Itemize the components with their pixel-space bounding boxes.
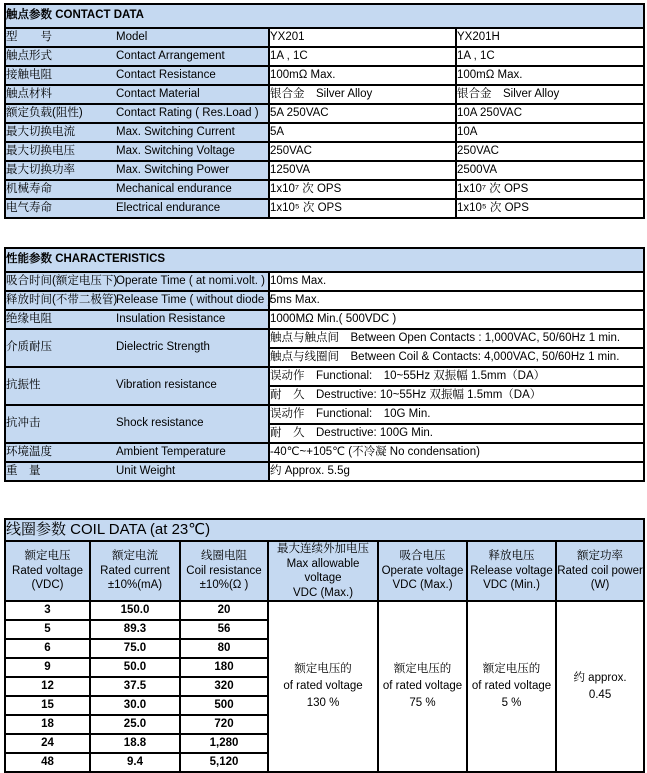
row-label-en: Contact Material <box>116 87 200 100</box>
table-header-row <box>5 541 644 601</box>
table-row <box>5 519 644 541</box>
characteristics-table <box>4 247 645 482</box>
table-row <box>5 462 644 481</box>
row-label-en: Model <box>116 30 148 43</box>
value-cell: YX201H <box>456 28 644 47</box>
row-label <box>5 47 269 66</box>
coil-merged-line: 额定电压的 <box>482 663 541 675</box>
column-header-line: 线圈电阻 <box>201 550 247 563</box>
column-header <box>180 541 268 601</box>
value-cell: 5ms Max. <box>269 291 644 310</box>
coil-value-cell: 30.0 <box>90 696 180 715</box>
table-row <box>5 199 644 218</box>
table-row <box>5 47 644 66</box>
table-row <box>5 367 644 386</box>
row-label-en: Contact Resistance <box>116 68 216 81</box>
row-label <box>5 28 269 47</box>
row-label-en: Mechanical endurance <box>116 182 232 195</box>
row-label-en: Unit Weight <box>116 464 176 477</box>
table-row <box>5 142 644 161</box>
column-header <box>5 541 90 601</box>
row-label-cn: 触点形式 <box>6 49 52 62</box>
row-label-cn: 最大切换功率 <box>6 163 75 176</box>
table-row <box>5 291 644 310</box>
value-cell: 1A , 1C <box>269 47 456 66</box>
row-label-cn: 接触电阻 <box>6 68 52 81</box>
column-header-line: Max allowable voltage <box>286 557 360 584</box>
row-label <box>5 66 269 85</box>
row-label-cn: 介质耐压 <box>6 341 52 354</box>
row-label <box>5 272 269 291</box>
row-label <box>5 329 269 367</box>
row-label <box>5 180 269 199</box>
column-header-line: 额定电压 <box>24 550 71 563</box>
row-label-en: Max. Switching Voltage <box>116 144 235 157</box>
value-cell: 5A <box>269 123 456 142</box>
row-label-cn: 重 量 <box>6 464 41 477</box>
table-row <box>5 329 644 348</box>
row-label <box>5 405 269 443</box>
row-label-cn: 抗冲击 <box>6 417 41 430</box>
row-label-cn: 抗振性 <box>6 379 41 392</box>
coil-value-cell: 9.4 <box>90 753 180 772</box>
coil-value-cell: 75.0 <box>90 639 180 658</box>
coil-value-cell: 24 <box>5 734 90 753</box>
value-cell: 误动作 Functional: 10~55Hz 双振幅 1.5mm（DA） <box>269 367 644 386</box>
row-label <box>5 199 269 218</box>
coil-value-cell: 89.3 <box>90 620 180 639</box>
table-row <box>5 161 644 180</box>
table-row <box>5 601 644 620</box>
row-label-en: Shock resistance <box>116 417 204 430</box>
table-row <box>5 180 644 199</box>
value-cell: 触点与线圈间 Between Coil & Contacts: 4,000VAC, 50/60Hz 1 min. <box>269 348 644 367</box>
table-row <box>5 66 644 85</box>
value-cell: 触点与触点间 Between Open Contacts : 1,000VAC, 50/60Hz 1 min. <box>269 329 644 348</box>
column-header <box>90 541 180 601</box>
column-header-line: ±10%(mA) <box>107 579 163 592</box>
coil-value-cell: 37.5 <box>90 677 180 696</box>
column-header-line: Operate voltage <box>381 564 464 577</box>
characteristics-table-title: 性能参数 CHARACTERISTICS <box>5 248 644 272</box>
coil-value-cell: 25.0 <box>90 715 180 734</box>
value-cell: 250VAC <box>456 142 644 161</box>
table-row <box>5 28 644 47</box>
row-label-cn: 绝缘电阻 <box>6 312 52 325</box>
value-cell: 10A 250VAC <box>456 104 644 123</box>
table-row <box>5 104 644 123</box>
value-cell: 1A , 1C <box>456 47 644 66</box>
coil-value-cell: 12 <box>5 677 90 696</box>
coil-value-cell: 5,120 <box>180 753 268 772</box>
row-label-en: Electrical endurance <box>116 201 221 214</box>
value-cell: 1x10⁷ 次 OPS <box>269 180 456 199</box>
coil-merged-cell <box>268 601 378 772</box>
column-header-line: 额定电流 <box>112 550 158 563</box>
coil-value-cell: 18 <box>5 715 90 734</box>
coil-value-cell: 3 <box>5 601 90 620</box>
column-header-line: 释放电压 <box>488 550 535 563</box>
table-row <box>5 85 644 104</box>
row-label-en: Ambient Temperature <box>116 445 226 458</box>
coil-merged-line: 额定电压的 <box>393 663 452 675</box>
row-label-en: Insulation Resistance <box>116 312 226 325</box>
row-label-cn: 机械寿命 <box>6 182 52 195</box>
column-header-line: VDC (Max.) <box>292 586 354 599</box>
coil-merged-cell <box>556 601 644 772</box>
coil-value-cell: 50.0 <box>90 658 180 677</box>
row-label <box>5 123 269 142</box>
coil-value-cell: 6 <box>5 639 90 658</box>
contact-data-table <box>4 3 645 219</box>
value-cell: 10ms Max. <box>269 272 644 291</box>
coil-merged-line: 5 % <box>501 697 522 709</box>
column-header <box>556 541 644 601</box>
coil-table-title: 线圈参数 COIL DATA (at 23℃) <box>5 519 644 541</box>
coil-merged-line: 130 % <box>306 697 340 709</box>
value-cell: 1000MΩ Min.( 500VDC ) <box>269 310 644 329</box>
row-label <box>5 142 269 161</box>
coil-value-cell: 1,280 <box>180 734 268 753</box>
coil-value-cell: 20 <box>180 601 268 620</box>
value-cell: 100mΩ Max. <box>456 66 644 85</box>
coil-merged-line: of rated voltage <box>382 680 463 692</box>
row-label-en: Vibration resistance <box>116 379 217 392</box>
column-header <box>268 541 378 601</box>
coil-value-cell: 180 <box>180 658 268 677</box>
coil-merged-line: 0.45 <box>588 688 612 701</box>
row-label-cn: 额定负载(阻性) <box>6 106 83 119</box>
row-label <box>5 310 269 329</box>
coil-merged-line: of rated voltage <box>471 680 552 692</box>
row-label-en: Max. Switching Current <box>116 125 235 138</box>
coil-merged-cell <box>378 601 467 772</box>
value-cell: 1x10⁷ 次 OPS <box>456 180 644 199</box>
coil-merged-line: 约 approx. <box>573 671 627 684</box>
coil-merged-line: 额定电压的 <box>294 663 352 675</box>
coil-value-cell: 9 <box>5 658 90 677</box>
row-label-cn: 最大切换电流 <box>6 125 75 138</box>
row-label-cn: 环境温度 <box>6 445 52 458</box>
value-cell: 1x10⁵ 次 OPS <box>269 199 456 218</box>
coil-value-cell: 5 <box>5 620 90 639</box>
value-cell: -40℃~+105℃ (不冷凝 No condensation) <box>269 443 644 462</box>
value-cell: 2500VA <box>456 161 644 180</box>
coil-value-cell: 48 <box>5 753 90 772</box>
column-header-line: Rated current <box>100 564 170 577</box>
row-label <box>5 462 269 481</box>
row-label <box>5 291 272 310</box>
coil-merged-line: of rated voltage <box>283 680 363 692</box>
row-label <box>5 443 269 462</box>
coil-value-cell: 80 <box>180 639 268 658</box>
column-header-line: 额定功率 <box>577 550 624 563</box>
table-row <box>5 272 644 291</box>
row-label-en: Operate Time ( at nomi.volt. ) <box>116 274 265 287</box>
table-row <box>5 443 644 462</box>
row-label-en: Contact Rating ( Res.Load ) <box>116 106 259 119</box>
coil-value-cell: 18.8 <box>90 734 180 753</box>
column-header-line: VDC (Min.) <box>483 579 540 592</box>
coil-merged-line: 75 % <box>409 697 436 709</box>
coil-value-cell: 720 <box>180 715 268 734</box>
value-cell: 1250VA <box>269 161 456 180</box>
column-header-line: Release voltage <box>470 564 553 577</box>
row-label-cn: 吸合时间(额定电压下) <box>6 274 118 287</box>
row-label-cn: 触点材料 <box>6 87 52 100</box>
column-header-line: VDC (Max.) <box>392 579 453 592</box>
coil-value-cell: 500 <box>180 696 268 715</box>
coil-value-cell: 320 <box>180 677 268 696</box>
table-row <box>5 310 644 329</box>
value-cell: 约 Approx. 5.5g <box>269 462 644 481</box>
value-cell: 5A 250VAC <box>269 104 456 123</box>
row-label <box>5 85 269 104</box>
row-label-en: Release Time ( without diode ) <box>116 293 272 306</box>
column-header <box>467 541 556 601</box>
row-label-cn: 释放时间(不带二极管) <box>6 293 118 306</box>
row-label <box>5 161 269 180</box>
table-row <box>5 4 644 28</box>
contact-table-title: 触点参数 CONTACT DATA <box>5 4 644 28</box>
value-cell: 耐 久 Destructive: 10~55Hz 双振幅 1.5mm（DA） <box>269 386 644 405</box>
row-label <box>5 367 269 405</box>
table-row <box>5 405 644 424</box>
column-header <box>378 541 467 601</box>
coil-value-cell: 15 <box>5 696 90 715</box>
column-header-line: ±10%(Ω ) <box>199 579 249 592</box>
value-cell: 银合金 Silver Alloy <box>456 85 644 104</box>
row-label-en: Contact Arrangement <box>116 49 225 62</box>
table-row <box>5 123 644 142</box>
value-cell: 1x10⁵ 次 OPS <box>456 199 644 218</box>
column-header-line: 最大连续外加电压 <box>277 543 369 555</box>
row-label-cn: 电气寿命 <box>6 201 52 214</box>
value-cell: 100mΩ Max. <box>269 66 456 85</box>
column-header-line: Rated voltage <box>12 564 83 577</box>
coil-merged-cell <box>467 601 556 772</box>
coil-value-cell: 150.0 <box>90 601 180 620</box>
datasheet-page <box>0 3 647 768</box>
value-cell: 银合金 Silver Alloy <box>269 85 456 104</box>
row-label-cn: 型 号 <box>6 30 52 43</box>
value-cell: 10A <box>456 123 644 142</box>
column-header-line: (W) <box>590 579 610 592</box>
column-header-line: Rated coil power <box>557 564 643 577</box>
column-header-line: Coil resistance <box>186 564 262 577</box>
value-cell: YX201 <box>269 28 456 47</box>
row-label-en: Max. Switching Power <box>116 163 230 176</box>
row-label-cn: 最大切换电压 <box>6 144 75 157</box>
row-label-en: Dielectric Strength <box>116 341 210 354</box>
column-header-line: (VDC) <box>31 579 64 592</box>
value-cell: 误动作 Functional: 10G Min. <box>269 405 644 424</box>
table-row <box>5 248 644 272</box>
coil-data-table <box>4 518 645 773</box>
coil-value-cell: 56 <box>180 620 268 639</box>
row-label <box>5 104 269 123</box>
column-header-line: 吸合电压 <box>399 550 446 563</box>
value-cell: 250VAC <box>269 142 456 161</box>
value-cell: 耐 久 Destructive: 100G Min. <box>269 424 644 443</box>
